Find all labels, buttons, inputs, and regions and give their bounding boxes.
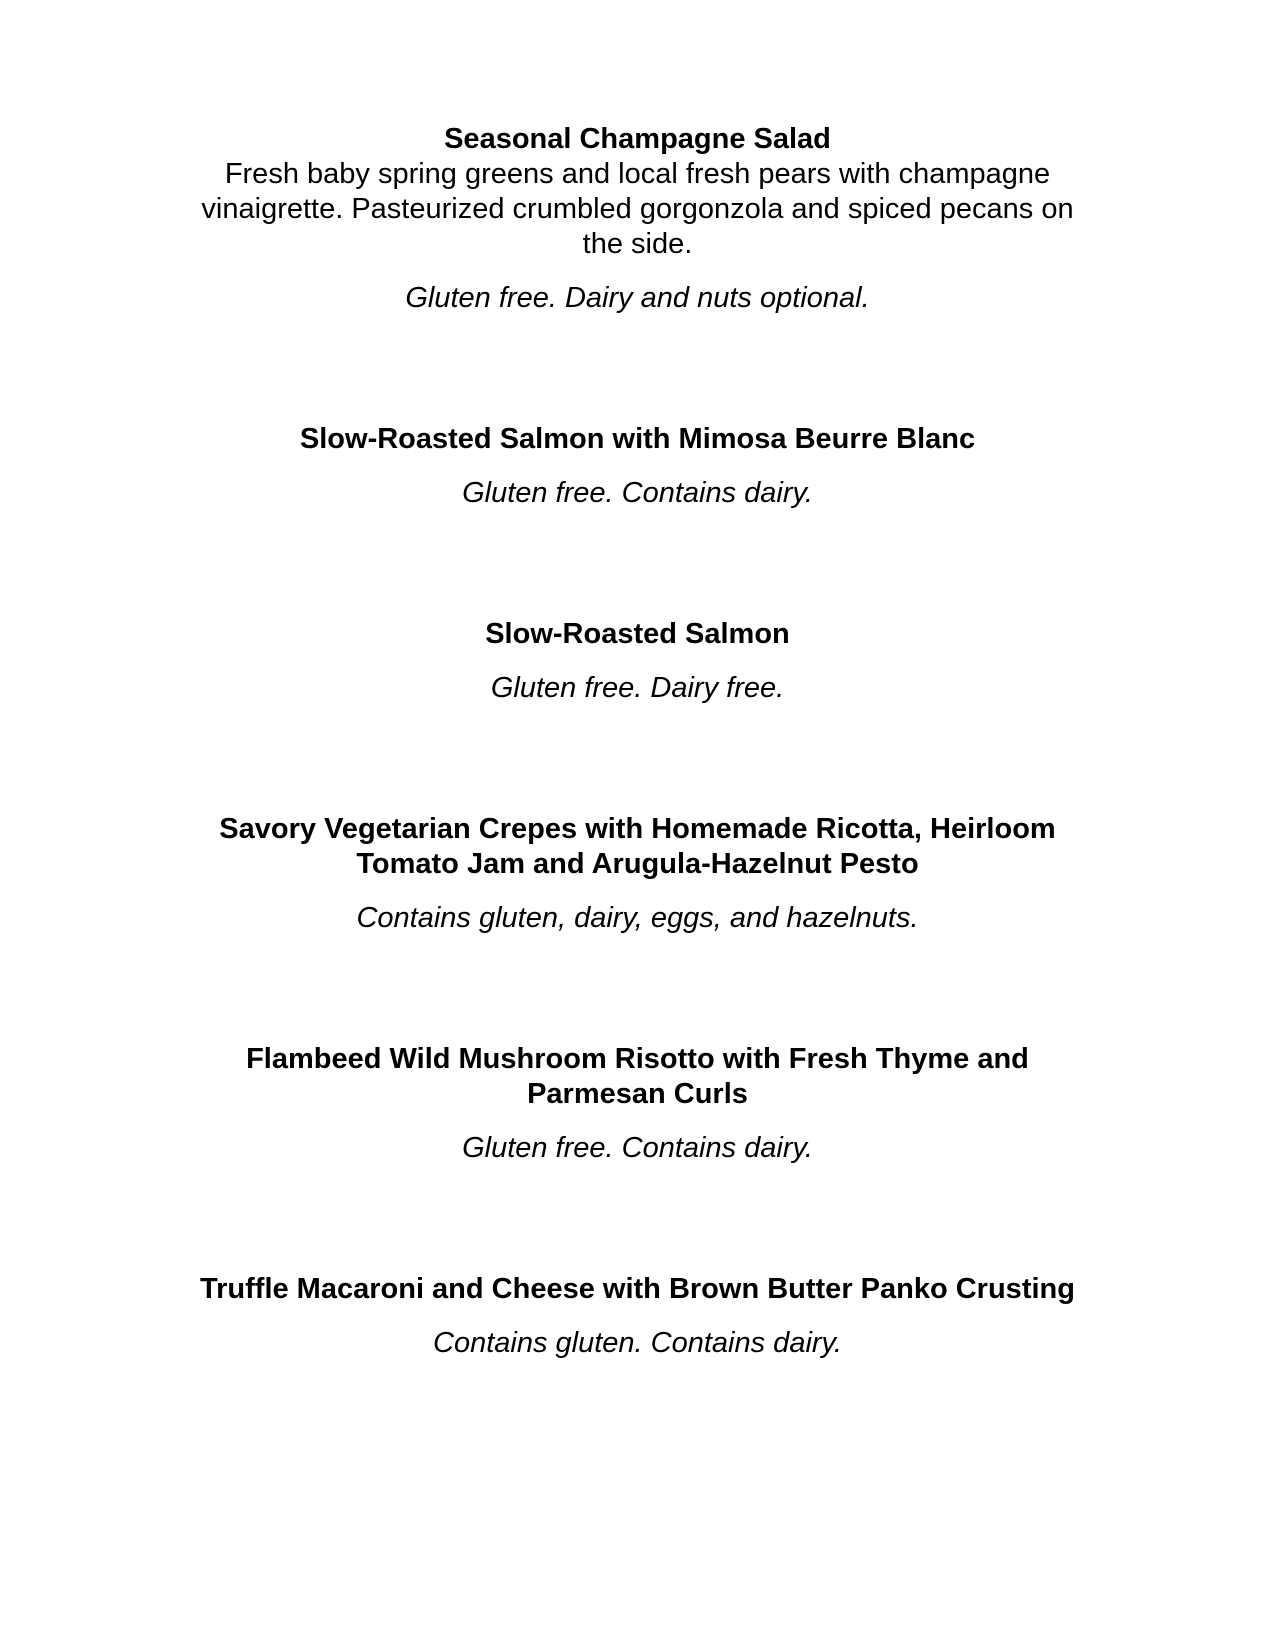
menu-item-dietary-note: Gluten free. Contains dairy. bbox=[462, 1132, 813, 1164]
menu-item-dietary-note: Contains gluten, dairy, eggs, and hazelnuts. bbox=[356, 902, 919, 934]
menu-item-title: Flambeed Wild Mushroom Risotto with Fresh Thyme and Parmesan Curls bbox=[246, 1043, 1029, 1110]
menu-item bbox=[182, 617, 1093, 706]
menu-item bbox=[182, 1042, 1093, 1166]
menu-item-title: Slow-Roasted Salmon with Mimosa Beurre Blanc bbox=[299, 423, 976, 455]
menu-item bbox=[182, 122, 1093, 316]
menu-item-description: Fresh baby spring greens and local fresh pears with champagne vinaigrette. Pasteurized crumbled gorgonzola and spiced pecans on the side. bbox=[201, 158, 1074, 260]
menu-item-title: Truffle Macaroni and Cheese with Brown Butter Panko Crusting bbox=[200, 1273, 1075, 1305]
menu-item-title: Slow-Roasted Salmon bbox=[485, 618, 790, 650]
menu bbox=[182, 122, 1093, 1361]
menu-item bbox=[182, 422, 1093, 511]
menu-item-dietary-note: Gluten free. Dairy free. bbox=[490, 672, 785, 704]
menu-item-title: Savory Vegetarian Crepes with Homemade Ricotta, Heirloom Tomato Jam and Arugula-Hazelnut Pesto bbox=[219, 813, 1056, 880]
menu-item-dietary-note: Contains gluten. Contains dairy. bbox=[433, 1327, 842, 1359]
menu-item-title: Seasonal Champagne Salad bbox=[444, 123, 831, 155]
menu-item-dietary-note: Gluten free. Contains dairy. bbox=[462, 477, 813, 509]
menu-item bbox=[182, 812, 1093, 936]
menu-item-dietary-note: Gluten free. Dairy and nuts optional. bbox=[405, 282, 870, 314]
menu-item bbox=[182, 1272, 1093, 1361]
